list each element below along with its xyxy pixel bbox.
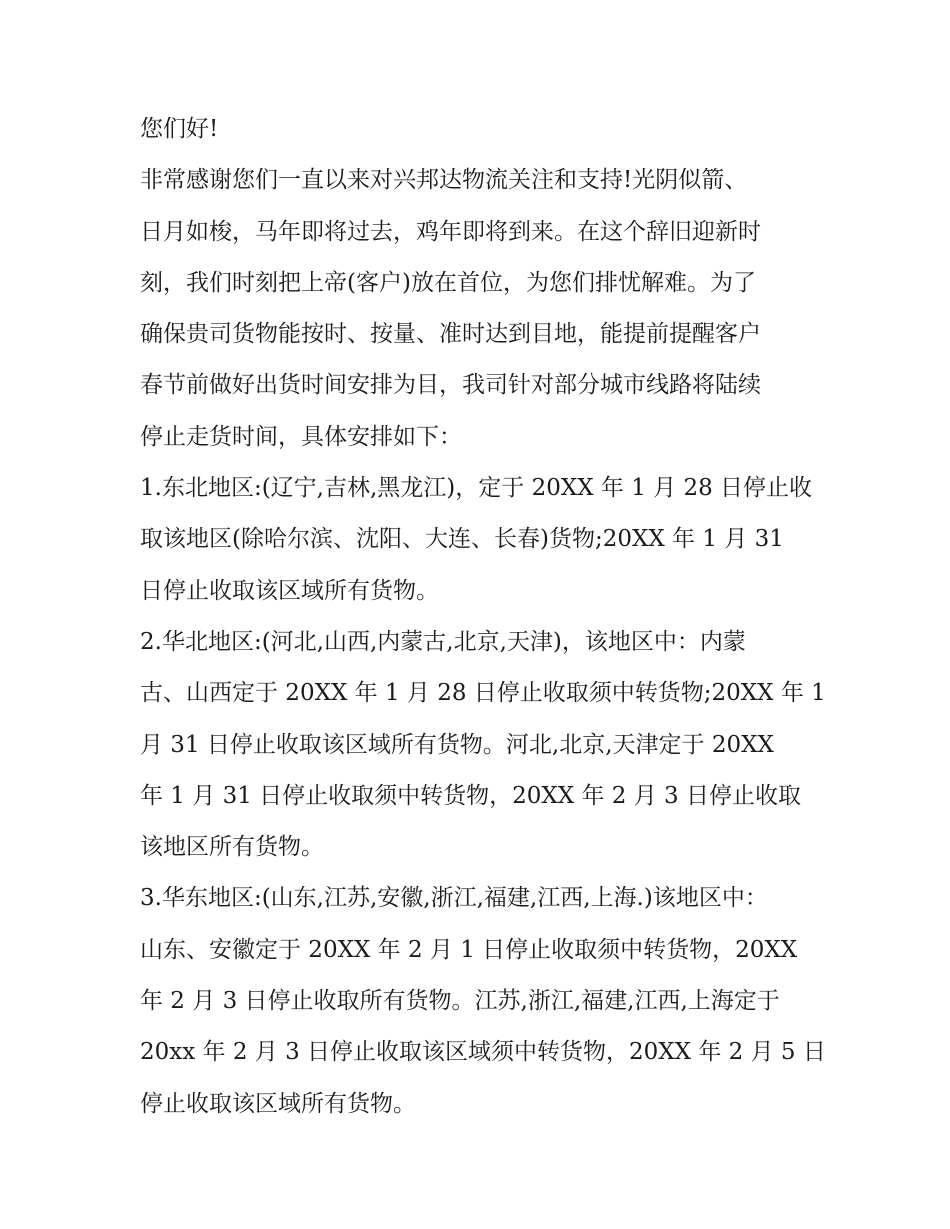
text-line: 确保贵司货物能按时、按量、准时达到目地，能提前提醒客户 — [140, 321, 761, 348]
text-line: 年 1 月 31 日停止收取须中转货物，20XX 年 2 月 3 日停止收取 — [140, 782, 801, 809]
text-line: 20xx 年 2 月 3 日停止收取该区域须中转货物，20XX 年 2 月 5 日 — [140, 1039, 826, 1066]
text-line: 该地区所有货物。 — [140, 834, 324, 861]
text-line: 月 31 日停止收取该区域所有货物。河北,北京,天津定于 20XX — [140, 731, 774, 758]
text-line: 停止收取该区域所有货物。 — [140, 1090, 416, 1117]
document-body — [140, 104, 826, 1130]
text-line: 日月如梭，马年即将过去，鸡年即将到来。在这个辞旧迎新时 — [140, 218, 761, 245]
text-line: 春节前做好出货时间安排为目，我司针对部分城市线路将陆续 — [140, 372, 761, 399]
northeast-region-line: 1.东北地区:(辽宁,吉林,黑龙江)，定于 20XX 年 1 月 28 日停止收 — [140, 475, 813, 502]
text-line: 古、山西定于 20XX 年 1 月 28 日停止收取须中转货物;20XX 年 1 — [140, 680, 826, 707]
text-line: 日停止收取该区域所有货物。 — [140, 577, 439, 604]
greeting-line: 您们好! — [140, 116, 219, 142]
text-line: 年 2 月 3 日停止收取所有货物。江苏,浙江,福建,江西,上海定于 — [140, 988, 780, 1015]
text-line: 停止走货时间，具体安排如下： — [140, 423, 462, 450]
text-line: 山东、安徽定于 20XX 年 2 月 1 日停止收取须中转货物，20XX — [140, 936, 798, 963]
text-line: 取该地区(除哈尔滨、沈阳、大连、长春)货物;20XX 年 1 月 31 — [140, 526, 784, 553]
north-china-region-line: 2.华北地区:(河北,山西,内蒙古,北京,天津)，该地区中：内蒙 — [140, 628, 746, 655]
east-china-region-line: 3.华东地区:(山东,江苏,安徽,浙江,福建,江西,上海.)该地区中： — [140, 885, 768, 912]
text-line: 刻，我们时刻把上帝(客户)放在首位，为您们排忧解难。为了 — [140, 269, 756, 296]
text-line: 非常感谢您们一直以来对兴邦达物流关注和支持!光阴似箭、 — [140, 167, 748, 194]
